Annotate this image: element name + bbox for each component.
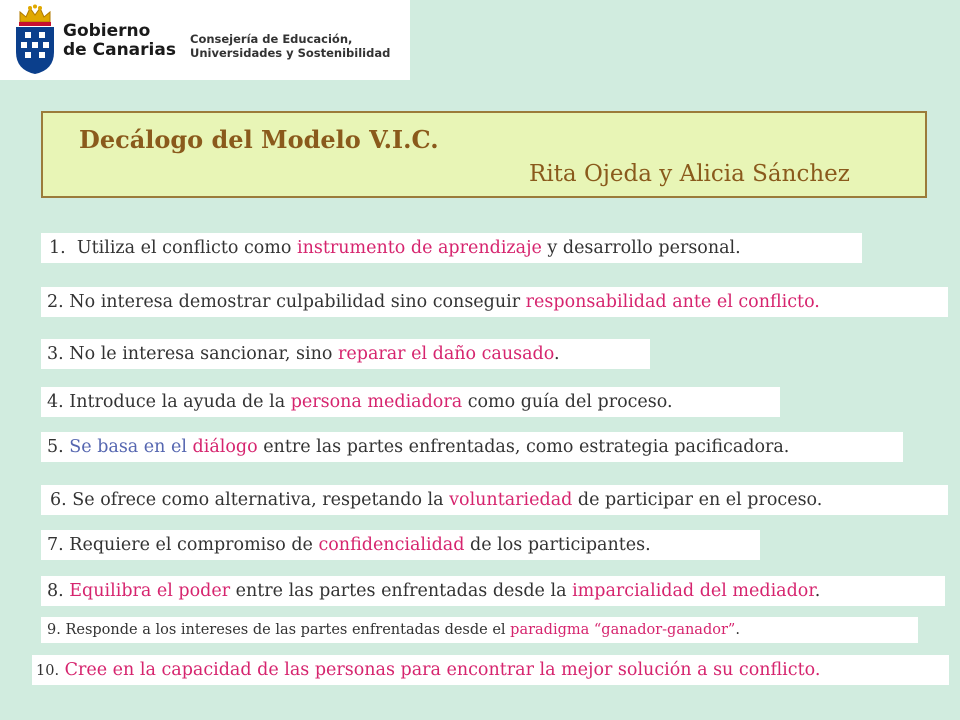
item-text: Requiere el compromiso de xyxy=(69,535,319,555)
decalogue-item-10 xyxy=(32,655,949,685)
item-highlight: persona mediadora xyxy=(290,392,463,412)
item-number: 2. xyxy=(47,292,64,312)
item-highlight: imparcialidad del mediador xyxy=(572,581,815,601)
item-highlight: responsabilidad ante el conflicto. xyxy=(525,292,820,312)
header-logo-area xyxy=(0,0,410,80)
item-text: Introduce la ayuda de la xyxy=(69,392,291,412)
dept-line2: Universidades y Sostenibilidad xyxy=(190,46,391,60)
item-text: Utiliza el conflicto como xyxy=(76,238,297,258)
item-number: 3. xyxy=(47,344,64,364)
item-highlight: diálogo xyxy=(192,437,258,457)
item-text: Se ofrece como alternativa, respetando la xyxy=(72,490,450,510)
decalogue-item-1 xyxy=(41,233,862,263)
coat-of-arms-icon xyxy=(12,4,58,76)
item-text: . xyxy=(735,622,740,638)
item-number: 9. xyxy=(47,622,61,638)
item-highlight: reparar el daño causado xyxy=(338,344,554,364)
item-highlight: paradigma “ganador-ganador” xyxy=(510,622,736,638)
decalogue-item-2 xyxy=(41,287,948,317)
decalogue-item-3 xyxy=(41,339,650,369)
item-highlight: voluntariedad xyxy=(449,490,573,510)
item-highlight-blue: Se basa en el xyxy=(69,437,193,457)
item-number: 8. xyxy=(47,581,64,601)
dept-line1: Consejería de Educación, xyxy=(190,32,353,46)
item-text: No interesa demostrar culpabilidad sino conseguir xyxy=(69,292,526,312)
item-text: . xyxy=(553,344,560,364)
item-text: de los participantes. xyxy=(464,535,651,555)
item-text: entre las partes enfrentadas, como estrategia pacificadora. xyxy=(257,437,790,457)
government-name xyxy=(63,22,176,60)
department-name xyxy=(190,32,390,60)
item-text: de participar en el proceso. xyxy=(572,490,823,510)
decalogue-item-7 xyxy=(41,530,760,560)
item-number: 4. xyxy=(47,392,64,412)
item-highlight: confidencialidad xyxy=(318,535,465,555)
authors: Rita Ojeda y Alicia Sánchez xyxy=(529,161,850,187)
item-text: como guía del proceso. xyxy=(462,392,673,412)
item-number: 1. xyxy=(49,238,66,258)
item-text: entre las partes enfrentadas desde la xyxy=(230,581,573,601)
item-text: . xyxy=(814,581,821,601)
item-number: 6. xyxy=(50,490,67,510)
page-title: Decálogo del Modelo V.I.C. xyxy=(79,125,439,154)
item-number: 10. xyxy=(36,663,60,679)
decalogue-item-9 xyxy=(41,617,918,643)
decalogue-item-8 xyxy=(41,576,945,606)
item-text: y desarrollo personal. xyxy=(541,238,741,258)
item-highlight: Cree en la capacidad de las personas para encontrar la mejor solución a su conflicto. xyxy=(64,660,821,680)
item-text: No le interesa sancionar, sino xyxy=(69,344,339,364)
title-box xyxy=(41,111,927,198)
decalogue-item-6 xyxy=(41,485,948,515)
decalogue-item-4 xyxy=(41,387,780,417)
item-highlight: instrumento de aprendizaje xyxy=(297,238,542,258)
item-highlight: Equilibra el poder xyxy=(69,581,231,601)
decalogue-item-5 xyxy=(41,432,903,462)
item-number: 5. xyxy=(47,437,64,457)
item-number: 7. xyxy=(47,535,64,555)
item-text: Responde a los intereses de las partes enfrentadas desde el xyxy=(65,622,511,638)
gov-name-line2: de Canarias xyxy=(63,40,176,60)
gov-name-line1: Gobierno xyxy=(63,21,151,41)
